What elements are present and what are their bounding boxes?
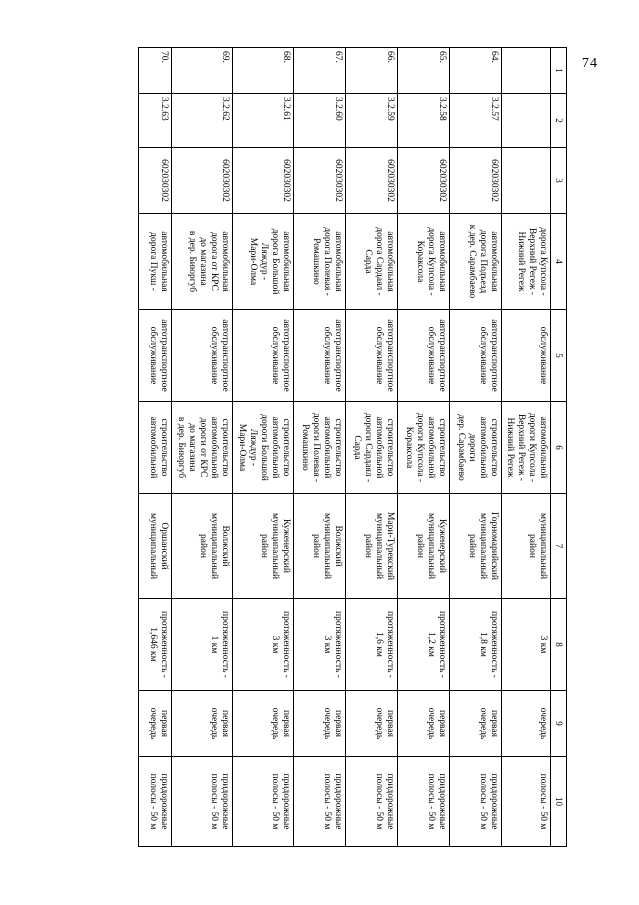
column-number: 6	[551, 402, 567, 494]
work-type-cell: строительство автомобильной	[139, 402, 172, 494]
column-number: 7	[551, 494, 567, 599]
row-number-cell: 64.	[450, 48, 502, 94]
okato-cell: 602030302	[346, 148, 398, 214]
district-cell: Мари-Турекский муниципальный район	[346, 494, 398, 599]
object-name-cell: автомобильная дорога Подъезд к дер. Сарамбаево	[450, 214, 502, 310]
length-cell: протяженность - 1,646 км	[139, 599, 172, 691]
row-number-cell: 67.	[294, 48, 346, 94]
object-code-cell: 3.2.58	[398, 94, 450, 148]
district-cell: Куженерский муниципальный район	[233, 494, 294, 599]
okato-cell: 602030302	[398, 148, 450, 214]
length-cell: протяженность - 1 км	[172, 599, 233, 691]
protection-zone-cell: полосы - 50 м	[502, 757, 551, 847]
row-number-cell: 68.	[233, 48, 294, 94]
work-type-cell: автомобильной дороги Купсола - Верхний Регеж - Нижний Регеж	[502, 402, 551, 494]
length-cell: протяженность - 1,8 км	[450, 599, 502, 691]
stage-cell: первая очередь	[139, 691, 172, 757]
work-type-cell: строительство автомобильной дороги Большой Ляждур - Мари-Олма	[233, 402, 294, 494]
stage-cell: первая очередь	[294, 691, 346, 757]
purpose-cell: автотранспортное обслуживание	[233, 310, 294, 402]
district-cell: Горномарийский муниципальный район	[450, 494, 502, 599]
row-number-cell: 65.	[398, 48, 450, 94]
stage-cell: очередь	[502, 691, 551, 757]
work-type-cell: строительство автомобильной дороги Полевая - Ромашкино	[294, 402, 346, 494]
object-name-cell: автомобильная дорога Большой Ляждур - Мари-Олма	[233, 214, 294, 310]
object-code-cell: 3.2.59	[346, 94, 398, 148]
work-type-cell: строительство автомобильной дороги дер. Сарамбаево	[450, 402, 502, 494]
protection-zone-cell: придорожные полосы - 50 м	[172, 757, 233, 847]
district-cell: Куженерский муниципальный район	[398, 494, 450, 599]
length-cell: протяженность - 3 км	[233, 599, 294, 691]
okato-cell: 602030302	[294, 148, 346, 214]
column-number: 10	[551, 757, 567, 847]
stage-cell: первая очередь	[233, 691, 294, 757]
work-type-cell: строительство автомобильной дороги Купсола - Кораксола	[398, 402, 450, 494]
purpose-cell: автотранспортное обслуживание	[450, 310, 502, 402]
column-number: 3	[551, 148, 567, 214]
table-row	[294, 48, 346, 847]
length-cell: 3 км	[502, 599, 551, 691]
table-row	[450, 48, 502, 847]
district-cell: Оршанский муниципальный	[139, 494, 172, 599]
object-code-cell: 3.2.61	[233, 94, 294, 148]
district-cell: муниципальный район	[502, 494, 551, 599]
work-type-cell: строительство автомобильной дороги Сардаял - Сарда	[346, 402, 398, 494]
row-number-cell: 66.	[346, 48, 398, 94]
purpose-cell: автотранспортное обслуживание	[294, 310, 346, 402]
length-cell: протяженность - 1,2 км	[398, 599, 450, 691]
purpose-cell: автотранспортное обслуживание	[139, 310, 172, 402]
object-name-cell: дорога Купсола - Верхний Регеж - Нижний Регеж	[502, 214, 551, 310]
district-cell: Волжский муниципальный район	[172, 494, 233, 599]
column-number-row	[551, 48, 567, 847]
row-number-cell: 69.	[172, 48, 233, 94]
stage-cell: первая очередь	[346, 691, 398, 757]
length-cell: протяженность - 3 км	[294, 599, 346, 691]
stage-cell: первая очередь	[398, 691, 450, 757]
protection-zone-cell: придорожные полосы - 50 м	[398, 757, 450, 847]
table-row	[233, 48, 294, 847]
planning-table	[138, 47, 567, 847]
purpose-cell: автотранспортное обслуживание	[172, 310, 233, 402]
object-code-cell: 3.2.57	[450, 94, 502, 148]
column-number: 8	[551, 599, 567, 691]
work-type-cell: строительство автомобильной дороги от КРС до магазина в дер. Биюргуб	[172, 402, 233, 494]
object-name-cell: автомобильная дорога Пукш -	[139, 214, 172, 310]
table-row	[172, 48, 233, 847]
protection-zone-cell: придорожные полосы - 50 м	[294, 757, 346, 847]
protection-zone-cell: придорожные полосы - 50 м	[450, 757, 502, 847]
stage-cell: первая очередь	[450, 691, 502, 757]
page-number: 74	[582, 56, 598, 71]
okato-cell: 602030302	[172, 148, 233, 214]
purpose-cell: обслуживание	[502, 310, 551, 402]
object-name-cell: автомобильная дорога Сардаял - Сарда	[346, 214, 398, 310]
row-number-cell	[502, 48, 551, 94]
okato-cell: 602030302	[450, 148, 502, 214]
table-row	[139, 48, 172, 847]
column-number: 9	[551, 691, 567, 757]
stage-cell: первая очередь	[172, 691, 233, 757]
column-number: 5	[551, 310, 567, 402]
protection-zone-cell: придорожные полосы - 50 м	[346, 757, 398, 847]
table-row	[502, 48, 551, 847]
purpose-cell: автотранспортное обслуживание	[398, 310, 450, 402]
district-cell: Волжский муниципальный район	[294, 494, 346, 599]
okato-cell: 602030302	[139, 148, 172, 214]
table-row	[346, 48, 398, 847]
length-cell: протяженность - 1,6 км	[346, 599, 398, 691]
column-number: 1	[551, 48, 567, 94]
row-number-cell: 70.	[139, 48, 172, 94]
column-number: 4	[551, 214, 567, 310]
protection-zone-cell: придорожные полосы - 50 м	[233, 757, 294, 847]
object-code-cell	[502, 94, 551, 148]
purpose-cell: автотранспортное обслуживание	[346, 310, 398, 402]
table-row	[398, 48, 450, 847]
object-name-cell: автомобильная дорога от КРС до магазина в дер. Биюргуб	[172, 214, 233, 310]
column-number: 2	[551, 94, 567, 148]
object-name-cell: автомобильная дорога Полевая - Ромашкино	[294, 214, 346, 310]
okato-cell: 602030302	[233, 148, 294, 214]
okato-cell	[502, 148, 551, 214]
object-code-cell: 3.2.63	[139, 94, 172, 148]
object-code-cell: 3.2.60	[294, 94, 346, 148]
protection-zone-cell: придорожные полосы - 50 м	[139, 757, 172, 847]
object-code-cell: 3.2.62	[172, 94, 233, 148]
object-name-cell: автомобильная дорога Купсола - Кораксола	[398, 214, 450, 310]
